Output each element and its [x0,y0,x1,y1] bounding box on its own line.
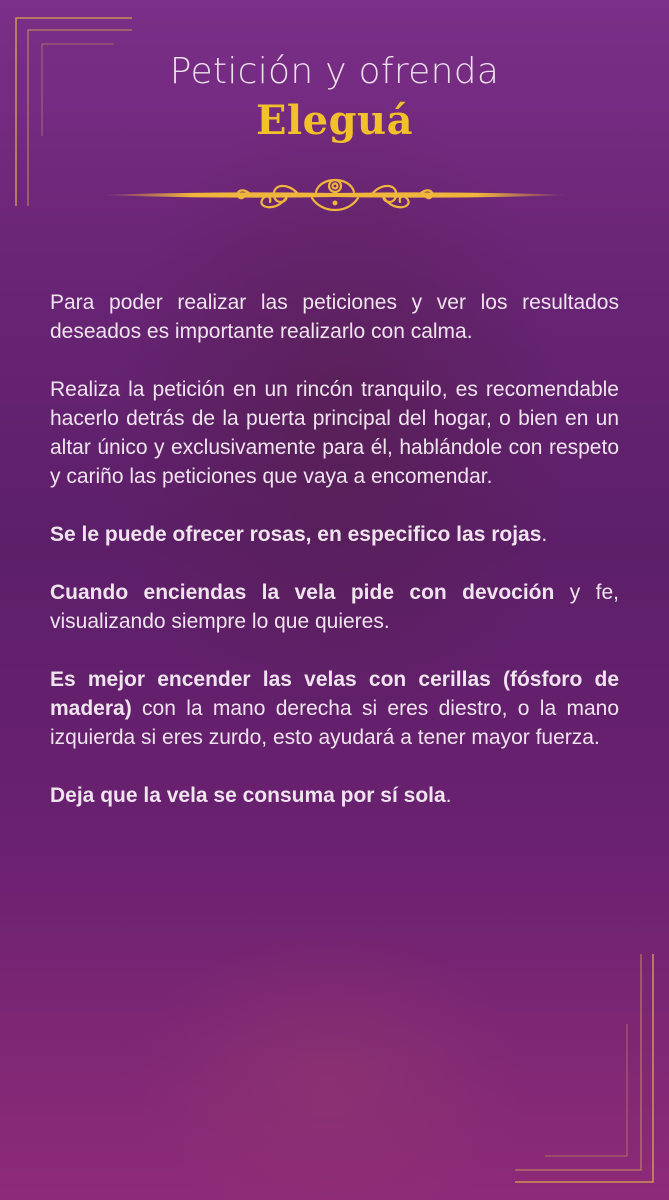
paragraph-burn-bold: Deja que la vela se consuma por sí sola [50,784,446,807]
paragraph-roses-tail: . [541,523,548,546]
paragraph-roses-bold: Se le puede ofrecer rosas, en especifico las rojas [50,523,542,546]
header [0,50,669,146]
paragraph-intro: Para poder realizar las peticiones y ver los resultados deseados es importante realizarlo con calma. [50,291,619,343]
paragraph-burn-tail: . [445,784,452,807]
body-text [50,288,619,839]
subtitle: Petición y ofrenda [169,51,500,92]
gold-scroll-ornament-icon [98,172,572,218]
paragraph-candle-devotion-tail: y fe, visualizando siempre lo que quieres. [50,581,619,633]
page-title: Eleguá [255,97,414,144]
paragraph-candle-devotion [50,578,619,636]
paragraph-roses [50,520,619,549]
paragraph-location: Realiza la petición en un rincón tranquilo, es recomendable hacerlo detrás de la puerta principal del hogar, o bien en un altar único y exclusivamente para él, hablándole con respeto y cariño las peticiones que vaya a encomendar. [50,378,619,488]
paragraph-matches-tail: con la mano derecha si eres diestro, o la mano izquierda si eres zurdo, esto ayudará a tener mayor fuerza. [50,697,619,749]
paragraph-matches-bold: Es mejor encender las velas con cerillas (fósforo de madera) [50,668,619,720]
paragraph-burn [50,781,619,810]
corner-frame-bottom-right-icon [515,954,655,1184]
paragraph-candle-devotion-bold: Cuando enciendas la vela pide con devoción [50,581,555,604]
paragraph-matches [50,665,619,752]
